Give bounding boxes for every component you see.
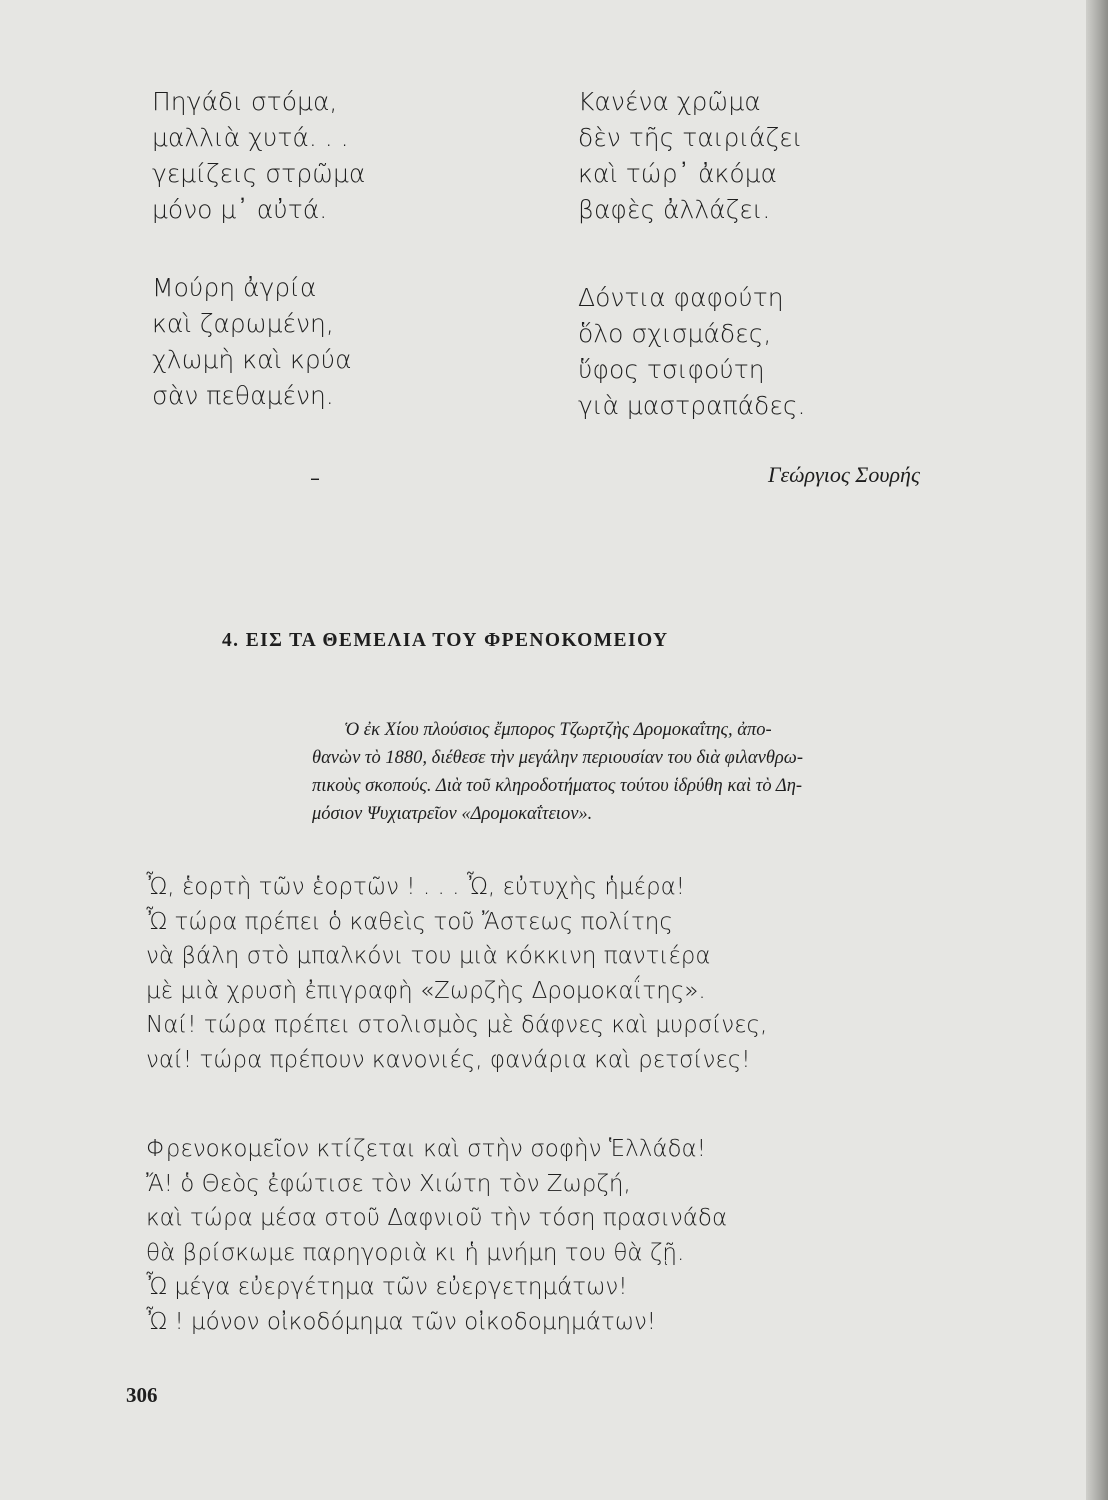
poem-line: νὰ βάλη στὸ μπαλκόνι του μιὰ κόκκινη παντιέρα bbox=[146, 943, 711, 969]
poem-line: Ὦ ! μόνον οἰκοδόμημα τῶν οἰκοδομημάτων! bbox=[146, 1308, 657, 1335]
top-poem-stanza-3 bbox=[152, 270, 352, 414]
poem-line: Μούρη ἀγρία bbox=[152, 273, 317, 302]
poem-line: βαφὲς ἀλλάζει. bbox=[578, 195, 771, 224]
poem-line: καὶ τώρ᾿ ἀκόμα bbox=[578, 159, 778, 188]
poem-line: Δόντια φαφούτη bbox=[578, 283, 784, 312]
note-line: πικοὺς σκοπούς. Διὰ τοῦ κληροδοτήματος τούτου ἱδρύθη καὶ τὸ Δη- bbox=[312, 776, 803, 796]
note-line: θανὼν τὸ 1880, διέθεσε τὴν μεγάλην περιουσίαν του διὰ φιλανθρω- bbox=[312, 748, 804, 768]
poem-line: Ὦ, ἑορτὴ τῶν ἑορτῶν ! . . . Ὦ, εὐτυχὴς ἡμέρα! bbox=[146, 874, 686, 900]
poem-line: Ἄ! ὁ Θεὸς ἐφώτισε τὸν Χιώτη τὸν Ζωρζή, bbox=[146, 1170, 631, 1197]
poem-line: γεμίζεις στρῶμα bbox=[152, 159, 366, 188]
poem-line: μόνο μ᾿ αὐτά. bbox=[152, 195, 328, 224]
note-line: Ὁ ἐκ Χίου πλούσιος ἔμπορος Τζωρτζὴς Δρομοκαΐτης, ἀπο- bbox=[344, 720, 772, 740]
poem-line: ναί! τώρα πρέπουν κανονιές, φανάρια καὶ ρετσίνες! bbox=[146, 1046, 751, 1073]
page-number: 306 bbox=[126, 1383, 158, 1407]
poem-line: ὅλο σχισμάδες, bbox=[578, 319, 772, 348]
top-poem-stanza-1 bbox=[152, 84, 365, 228]
poem-line: θὰ βρίσκωμε παρηγοριὰ κι ἡ μνήμη του θὰ ζῇ. bbox=[146, 1239, 685, 1266]
poem-line: γιὰ μαστραπάδες. bbox=[578, 391, 806, 420]
poem-line: μὲ μιὰ χρυσὴ ἐπιγραφὴ «Ζωρζὴς Δρομοκαΐτης». bbox=[146, 977, 706, 1004]
poem-line: Κανένα χρῶμα bbox=[578, 87, 761, 116]
poem-line: Ὦ τώρα πρέπει ὁ καθεὶς τοῦ Ἄστεως πολίτης bbox=[146, 908, 673, 935]
poem-line: Πηγάδι στόμα, bbox=[152, 87, 338, 116]
note-line: μόσιον Ψυχιατρεῖον «Δρομοκαΐτειον». bbox=[312, 804, 593, 824]
section-heading: 4. ΕΙΣ ΤΑ ΘΕΜΕΛΙΑ ΤΟΥ ΦΡΕΝΟΚΟΜΕΙΟΥ bbox=[222, 630, 669, 651]
separator-dash: – bbox=[310, 466, 320, 490]
poem-line: Ὦ μέγα εὐεργέτημα τῶν εὐεργετημάτων! bbox=[146, 1274, 628, 1300]
poem-line: ὕφος τσιφούτη bbox=[578, 355, 765, 384]
page-binding-shadow bbox=[1086, 0, 1108, 1500]
poem-line: χλωμὴ καὶ κρύα bbox=[152, 345, 352, 374]
main-poem-stanza-2 bbox=[146, 1132, 727, 1339]
poem-line: καὶ ζαρωμένη, bbox=[152, 309, 334, 338]
poem-line: Ναί! τώρα πρέπει στολισμὸς μὲ δάφνες καὶ μυρσίνες, bbox=[146, 1012, 768, 1038]
top-poem-stanza-2 bbox=[578, 84, 802, 228]
poem-line: δὲν τῆς ταιριάζει bbox=[578, 123, 803, 152]
poem-line: σὰν πεθαμένη. bbox=[152, 381, 334, 410]
main-poem-stanza-1 bbox=[146, 870, 767, 1077]
top-poem-stanza-4 bbox=[578, 280, 806, 424]
poem-line: καὶ τώρα μέσα στοῦ Δαφνιοῦ τὴν τόση πρασινάδα bbox=[146, 1205, 728, 1231]
poem-line: μαλλιὰ χυτά. . . bbox=[152, 123, 349, 152]
poem-line: Φρενοκομεῖον κτίζεται καὶ στὴν σοφὴν Ἑλλάδα! bbox=[146, 1136, 706, 1162]
poem-author: Γεώργιος Σουρής bbox=[768, 462, 920, 487]
section-note bbox=[312, 716, 992, 828]
